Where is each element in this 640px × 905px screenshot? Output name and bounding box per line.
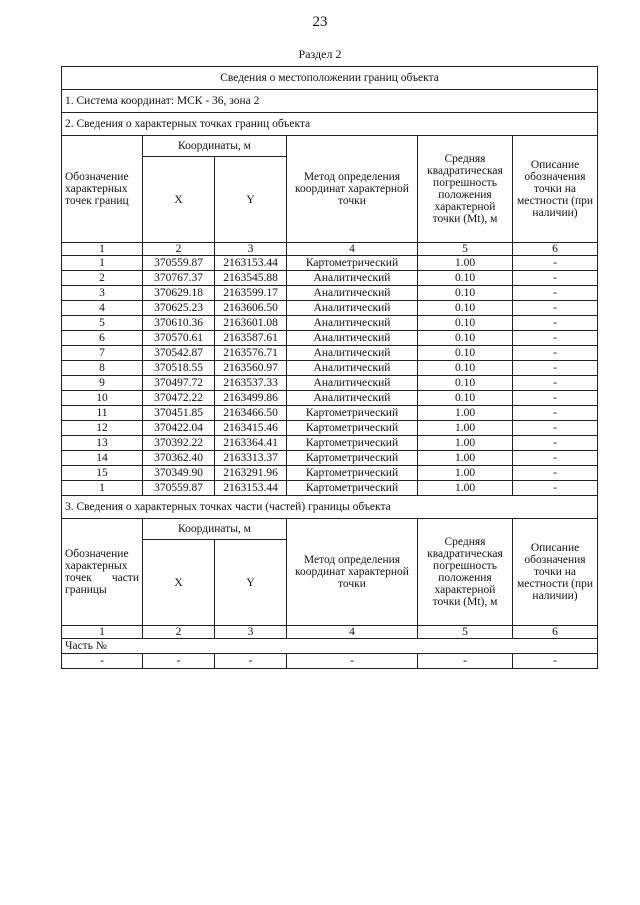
header-method: Метод определения координат характерной точки xyxy=(287,136,418,243)
column-number: 1 xyxy=(62,626,143,639)
column-number: 3 xyxy=(215,243,287,256)
section-title: Раздел 2 xyxy=(298,47,342,61)
point-number: 1 xyxy=(62,481,143,496)
column-numbers-part xyxy=(62,626,598,639)
description: - xyxy=(513,436,598,451)
coord-x: 370349.90 xyxy=(143,466,215,481)
description: - xyxy=(513,286,598,301)
coord-x: 370767.37 xyxy=(143,271,215,286)
table-row xyxy=(62,376,598,391)
accuracy: 0.10 xyxy=(418,301,513,316)
coord-y: 2163415.46 xyxy=(215,421,287,436)
table-row xyxy=(62,316,598,331)
description: - xyxy=(513,481,598,496)
coord-y: 2163587.61 xyxy=(215,331,287,346)
coord-y: 2163364.41 xyxy=(215,436,287,451)
coord-x: 370610.36 xyxy=(143,316,215,331)
accuracy: 1.00 xyxy=(418,406,513,421)
method: Аналитический xyxy=(287,361,418,376)
header-coords: Координаты, м xyxy=(143,136,287,157)
table-row xyxy=(62,361,598,376)
method: Аналитический xyxy=(287,301,418,316)
description: - xyxy=(513,316,598,331)
coord-x: 370518.55 xyxy=(143,361,215,376)
description: - xyxy=(513,466,598,481)
accuracy: 1.00 xyxy=(418,421,513,436)
point-number: 15 xyxy=(62,466,143,481)
coord-y: 2163537.33 xyxy=(215,376,287,391)
page-number: 23 xyxy=(312,14,328,30)
coord-y: 2163606.50 xyxy=(215,301,287,316)
column-number: 2 xyxy=(143,243,215,256)
coord-y: 2163576.71 xyxy=(215,346,287,361)
method: Аналитический xyxy=(287,376,418,391)
method: Аналитический xyxy=(287,316,418,331)
point-number: 12 xyxy=(62,421,143,436)
accuracy: 0.10 xyxy=(418,286,513,301)
accuracy: 0.10 xyxy=(418,331,513,346)
method: Аналитический xyxy=(287,286,418,301)
column-number: 6 xyxy=(513,626,598,639)
method: Картометрический xyxy=(287,466,418,481)
accuracy: 0.10 xyxy=(418,376,513,391)
description: - xyxy=(513,331,598,346)
method: Аналитический xyxy=(287,391,418,406)
coord-y: 2163466.50 xyxy=(215,406,287,421)
description: - xyxy=(513,421,598,436)
empty-cell: - xyxy=(418,654,513,669)
point-number: 1 xyxy=(62,256,143,271)
header-accuracy-part: Средняя квадратическая погрешность положения характерной точки (Mt), м xyxy=(418,519,513,626)
method: Аналитический xyxy=(287,331,418,346)
table-title: Сведения о местоположении границ объекта xyxy=(62,67,598,90)
coord-y: 2163601.08 xyxy=(215,316,287,331)
coord-x: 370629.18 xyxy=(143,286,215,301)
point-number: 11 xyxy=(62,406,143,421)
coord-y: 2163291.96 xyxy=(215,466,287,481)
coord-x: 370472.22 xyxy=(143,391,215,406)
accuracy: 1.00 xyxy=(418,481,513,496)
method: Аналитический xyxy=(287,346,418,361)
description: - xyxy=(513,346,598,361)
header-accuracy: Средняя квадратическая погрешность положения характерной точки (Mt), м xyxy=(418,136,513,243)
table-row xyxy=(62,331,598,346)
part1-heading: 2. Сведения о характерных точках границ объекта xyxy=(62,113,598,136)
point-number: 13 xyxy=(62,436,143,451)
table-row xyxy=(62,256,598,271)
table-row xyxy=(62,271,598,286)
coord-y: 2163153.44 xyxy=(215,481,287,496)
column-number: 5 xyxy=(418,243,513,256)
method: Картометрический xyxy=(287,406,418,421)
empty-cell: - xyxy=(143,654,215,669)
table-row xyxy=(62,481,598,496)
table-row xyxy=(62,421,598,436)
accuracy: 0.10 xyxy=(418,346,513,361)
coord-x: 370625.23 xyxy=(143,301,215,316)
coord-y: 2163545.88 xyxy=(215,271,287,286)
point-number: 5 xyxy=(62,316,143,331)
point-number: 4 xyxy=(62,301,143,316)
table-row xyxy=(62,451,598,466)
column-number: 2 xyxy=(143,626,215,639)
table-row xyxy=(62,406,598,421)
part-label: Часть № xyxy=(62,639,598,654)
empty-cell: - xyxy=(513,654,598,669)
point-number: 9 xyxy=(62,376,143,391)
description: - xyxy=(513,451,598,466)
description: - xyxy=(513,391,598,406)
description: - xyxy=(513,301,598,316)
table-row xyxy=(62,346,598,361)
column-number: 1 xyxy=(62,243,143,256)
header-y-part: Y xyxy=(215,540,287,626)
coord-y: 2163560.97 xyxy=(215,361,287,376)
accuracy: 1.00 xyxy=(418,436,513,451)
description: - xyxy=(513,361,598,376)
description: - xyxy=(513,271,598,286)
coord-x: 370559.87 xyxy=(143,481,215,496)
table-row xyxy=(62,466,598,481)
method: Картометрический xyxy=(287,256,418,271)
coord-y: 2163499.86 xyxy=(215,391,287,406)
method: Картометрический xyxy=(287,421,418,436)
coord-x: 370392.22 xyxy=(143,436,215,451)
header-description: Описание обозначения точки на местности (при наличии) xyxy=(513,136,598,243)
column-number: 4 xyxy=(287,243,418,256)
point-number: 3 xyxy=(62,286,143,301)
method: Картометрический xyxy=(287,451,418,466)
header-coords-part: Координаты, м xyxy=(143,519,287,540)
description: - xyxy=(513,406,598,421)
table-row xyxy=(62,286,598,301)
table-row xyxy=(62,436,598,451)
empty-cell: - xyxy=(287,654,418,669)
part2-heading: 3. Сведения о характерных точках части (частей) границы объекта xyxy=(62,496,598,519)
header-point-part: Обозначение характерных точек части границы xyxy=(62,519,143,626)
point-number: 2 xyxy=(62,271,143,286)
method: Картометрический xyxy=(287,436,418,451)
coord-x: 370451.85 xyxy=(143,406,215,421)
coord-x: 370422.04 xyxy=(143,421,215,436)
coord-y: 2163599.17 xyxy=(215,286,287,301)
header-method-part: Метод определения координат характерной точки xyxy=(287,519,418,626)
header-description-part: Описание обозначения точки на местности (при наличии) xyxy=(513,519,598,626)
table-row xyxy=(62,391,598,406)
description: - xyxy=(513,376,598,391)
accuracy: 0.10 xyxy=(418,391,513,406)
accuracy: 0.10 xyxy=(418,271,513,286)
coord-x: 370497.72 xyxy=(143,376,215,391)
method: Аналитический xyxy=(287,271,418,286)
coord-y: 2163313.37 xyxy=(215,451,287,466)
header-x-part: X xyxy=(143,540,215,626)
point-number: 6 xyxy=(62,331,143,346)
coord-x: 370542.87 xyxy=(143,346,215,361)
coord-x: 370570.61 xyxy=(143,331,215,346)
coord-y: 2163153.44 xyxy=(215,256,287,271)
point-number: 7 xyxy=(62,346,143,361)
column-number: 3 xyxy=(215,626,287,639)
header-point: Обозначение характерных точек границ xyxy=(62,136,143,243)
point-number: 8 xyxy=(62,361,143,376)
empty-cell: - xyxy=(215,654,287,669)
column-number: 5 xyxy=(418,626,513,639)
empty-row xyxy=(62,654,598,669)
accuracy: 1.00 xyxy=(418,466,513,481)
description: - xyxy=(513,256,598,271)
coord-x: 370559.87 xyxy=(143,256,215,271)
column-numbers xyxy=(62,243,598,256)
column-number: 6 xyxy=(513,243,598,256)
point-number: 10 xyxy=(62,391,143,406)
empty-cell: - xyxy=(62,654,143,669)
coord-x: 370362.40 xyxy=(143,451,215,466)
accuracy: 0.10 xyxy=(418,361,513,376)
table-row xyxy=(62,301,598,316)
header-x: X xyxy=(143,157,215,243)
boundary-table xyxy=(61,66,598,669)
header-y: Y xyxy=(215,157,287,243)
point-number: 14 xyxy=(62,451,143,466)
coord-system: 1. Система координат: МСК - 36, зона 2 xyxy=(62,90,598,113)
column-number: 4 xyxy=(287,626,418,639)
accuracy: 1.00 xyxy=(418,256,513,271)
accuracy: 0.10 xyxy=(418,316,513,331)
method: Картометрический xyxy=(287,481,418,496)
accuracy: 1.00 xyxy=(418,451,513,466)
